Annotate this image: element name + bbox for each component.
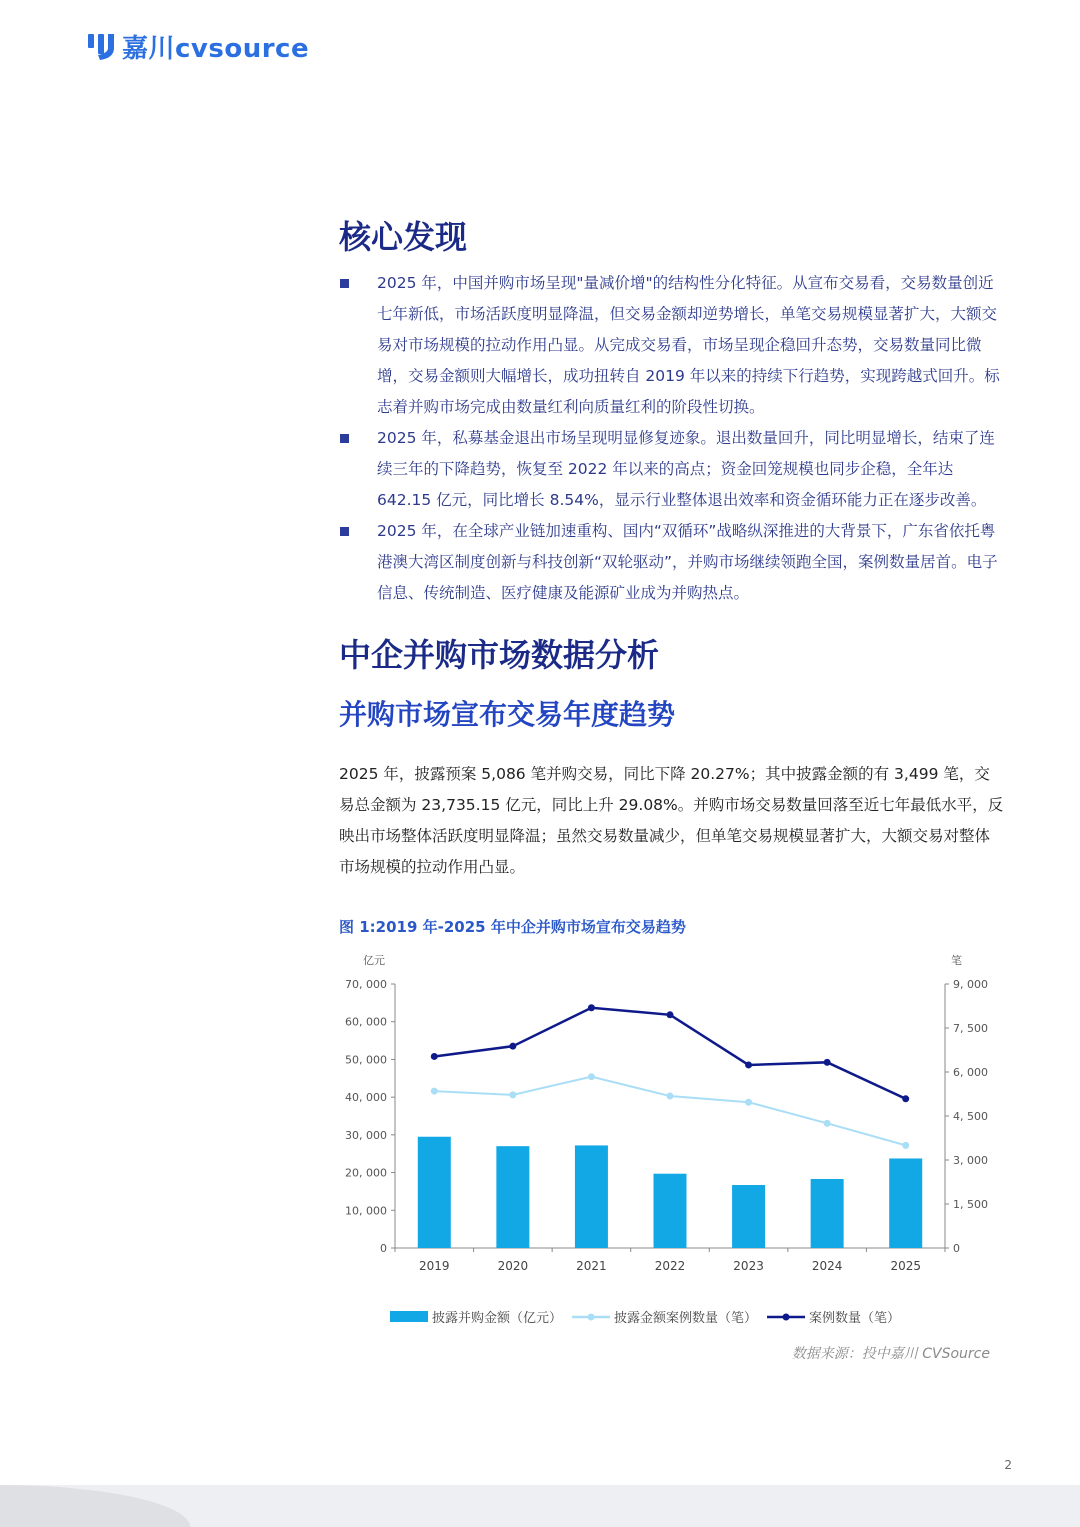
- line-point: [509, 1043, 516, 1050]
- bar: [496, 1146, 529, 1248]
- page-number: 2: [1004, 1458, 1012, 1472]
- line-point: [667, 1011, 674, 1018]
- list-item: 2025 年，私募基金退出市场呈现明显修复迹象。退出数量回升，同比明显增长，结束了连续三年的下降趋势，恢复至 2022 年以来的高点；资金回笼规模也同步企稳，全年达 642.15 亿元，同比增长 8.54%，显示行业整体退出效率和资金循环能力正在逐步改善。: [339, 423, 1005, 516]
- x-tick-label: 2021: [576, 1259, 607, 1273]
- right-axis-unit: 笔: [951, 954, 962, 967]
- section-title: 中企并购市场数据分析: [339, 636, 660, 674]
- data-source: 数据来源：投中嘉川 CVSource: [791, 1346, 990, 1362]
- right-tick-label: 1, 500: [953, 1198, 988, 1211]
- body-paragraph: 2025 年，披露预案 5,086 笔并购交易，同比下降 20.27%；其中披露金额的有 3,499 笔，交易总金额为 23,735.15 亿元，同比上升 29.08%。并购市场交易数量回落至近七年最低水平，反映出市场整体活跃度明显降温；虽然交易数量减少，但单笔交易规模显著扩大，大额交易对整体市场规模的拉动作用凸显。: [339, 765, 1004, 876]
- figure-title: 图 1:2019 年-2025 年中企并购市场宣布交易趋势: [339, 918, 686, 936]
- legend-bar-swatch: [390, 1311, 428, 1322]
- legend-label: 案例数量（笔）: [809, 1311, 901, 1326]
- list-item: 2025 年，中国并购市场呈现"量减价增"的结构性分化特征。从宣布交易看，交易数量创近七年新低，市场活跃度明显降温，但交易金额却逆势增长，单笔交易规模显著扩大，大额交易对市场规模的拉动作用凸显。从完成交易看，市场呈现企稳回升态势，交易数量同比微增，交易金额则大幅增长，成功扭转自 2019 年以来的持续下行趋势，实现跨越式回升。标志着并购市场完成由数量红利向质量红利的阶段性切换。: [339, 268, 1005, 423]
- legend-line-marker: [783, 1314, 790, 1321]
- legend-label: 披露金额案例数量（笔）: [614, 1311, 758, 1326]
- trend-chart: [330, 945, 1010, 1340]
- line-point: [902, 1142, 909, 1149]
- line-point: [588, 1073, 595, 1080]
- left-tick-label: 70, 000: [345, 978, 387, 991]
- x-tick-label: 2024: [811, 1259, 843, 1273]
- line-point: [745, 1099, 752, 1106]
- right-tick-label: 9, 000: [953, 978, 988, 991]
- line-point: [667, 1093, 674, 1100]
- right-tick-label: 7, 500: [953, 1022, 988, 1035]
- bar: [732, 1185, 765, 1248]
- logo-mark-icon: [84, 30, 116, 62]
- left-tick-label: 20, 000: [345, 1166, 387, 1180]
- line-point: [509, 1091, 516, 1098]
- x-tick-label: 2020: [497, 1259, 529, 1273]
- bar: [418, 1137, 451, 1248]
- bullet-square-icon: [340, 434, 349, 443]
- series-line: [434, 1008, 905, 1099]
- bullet-square-icon: [340, 279, 349, 288]
- left-tick-label: 10, 000: [345, 1204, 387, 1218]
- left-tick-label: 50, 000: [345, 1053, 387, 1067]
- left-tick-label: 60, 000: [345, 1015, 387, 1029]
- bullet-square-icon: [340, 527, 349, 536]
- core-findings-title: 核心发现: [339, 218, 468, 256]
- line-point: [588, 1004, 595, 1011]
- left-tick-label: 40, 000: [345, 1091, 387, 1105]
- line-point: [745, 1061, 752, 1068]
- brand-logo: [84, 28, 309, 64]
- x-tick-label: 2025: [890, 1259, 921, 1273]
- bar: [575, 1145, 608, 1248]
- left-axis-unit: 亿元: [363, 954, 385, 967]
- section-subtitle: 并购市场宣布交易年度趋势: [339, 698, 676, 731]
- right-tick-label: 4, 500: [953, 1110, 988, 1123]
- line-point: [824, 1120, 831, 1127]
- findings-list: [339, 268, 1005, 609]
- right-tick-label: 3, 000: [953, 1154, 988, 1167]
- right-tick-label: 6, 000: [953, 1066, 988, 1079]
- line-point: [431, 1053, 438, 1060]
- line-point: [902, 1095, 909, 1102]
- bar: [654, 1174, 687, 1248]
- line-point: [431, 1088, 438, 1095]
- bar: [889, 1158, 922, 1248]
- left-tick-label: 0: [380, 1242, 387, 1255]
- right-tick-label: 0: [953, 1242, 960, 1255]
- logo-text: 嘉川cvsource: [122, 33, 310, 64]
- legend-label: 披露并购金额（亿元）: [432, 1311, 563, 1326]
- x-tick-label: 2019: [419, 1259, 450, 1273]
- x-tick-label: 2023: [733, 1259, 764, 1273]
- line-point: [824, 1059, 831, 1066]
- left-tick-label: 30, 000: [345, 1128, 387, 1142]
- list-item: 2025 年，在全球产业链加速重构、国内“双循环”战略纵深推进的大背景下，广东省依托粤港澳大湾区制度创新与科技创新“双轮驱动”，并购市场继续领跑全国，案例数量居首。电子信息、传统制造、医疗健康及能源矿业成为并购热点。: [339, 516, 1005, 609]
- bar: [811, 1179, 844, 1248]
- x-tick-label: 2022: [654, 1259, 686, 1273]
- legend-line-marker: [588, 1314, 595, 1321]
- series-line: [434, 1077, 905, 1146]
